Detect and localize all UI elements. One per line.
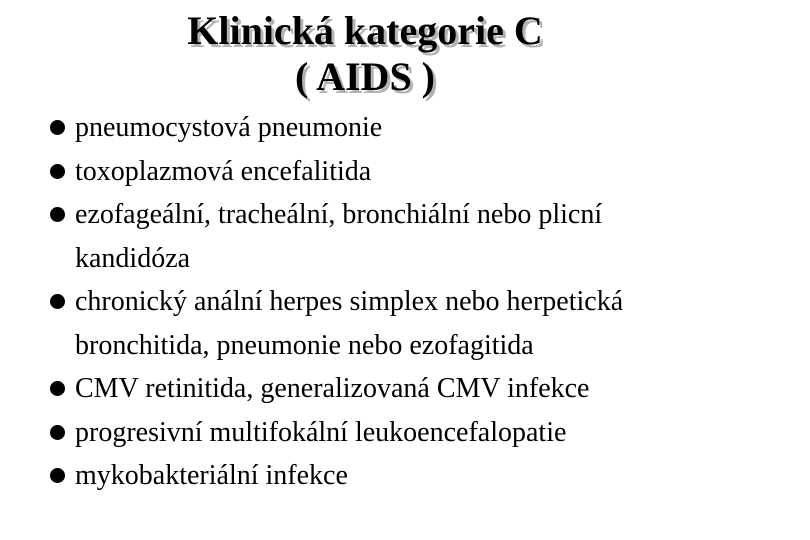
bullet-dot-icon (50, 164, 65, 179)
list-item-text: pneumocystová pneumonie (75, 112, 383, 143)
list-item (48, 106, 788, 150)
bullet-dot-icon (50, 294, 65, 309)
bullet-list (48, 106, 788, 498)
slide-title (120, 8, 610, 100)
list-item-text-continuation: kandidóza (75, 242, 191, 274)
list-item-text: mykobakteriální infekce (75, 460, 348, 491)
bullet-dot-icon (50, 207, 65, 222)
title-line-1: Klinická kategorie C (187, 8, 543, 53)
list-item (48, 150, 788, 194)
list-item-text: CMV retinitida, generalizovaná CMV infekce (75, 373, 590, 404)
bullet-dot-icon (50, 468, 65, 483)
list-item-text: ezofageální, tracheální, bronchiální nebo plicní (75, 199, 603, 230)
list-item (48, 193, 788, 280)
list-item (48, 411, 788, 455)
title-line-2: ( AIDS ) (294, 54, 436, 99)
list-item (48, 367, 788, 411)
list-item-text: toxoplazmová encefalitida (75, 155, 372, 187)
list-item-text: progresivní multifokální leukoencefalopatie (75, 416, 567, 448)
list-item-text: chronický anální herpes simplex nebo herpetická (75, 286, 624, 317)
list-item (48, 454, 788, 498)
list-item (48, 280, 788, 367)
list-item-text-continuation: bronchitida, pneumonie nebo ezofagitida (75, 329, 534, 361)
bullet-dot-icon (50, 425, 65, 440)
bullet-dot-icon (50, 120, 65, 135)
bullet-dot-icon (50, 381, 65, 396)
